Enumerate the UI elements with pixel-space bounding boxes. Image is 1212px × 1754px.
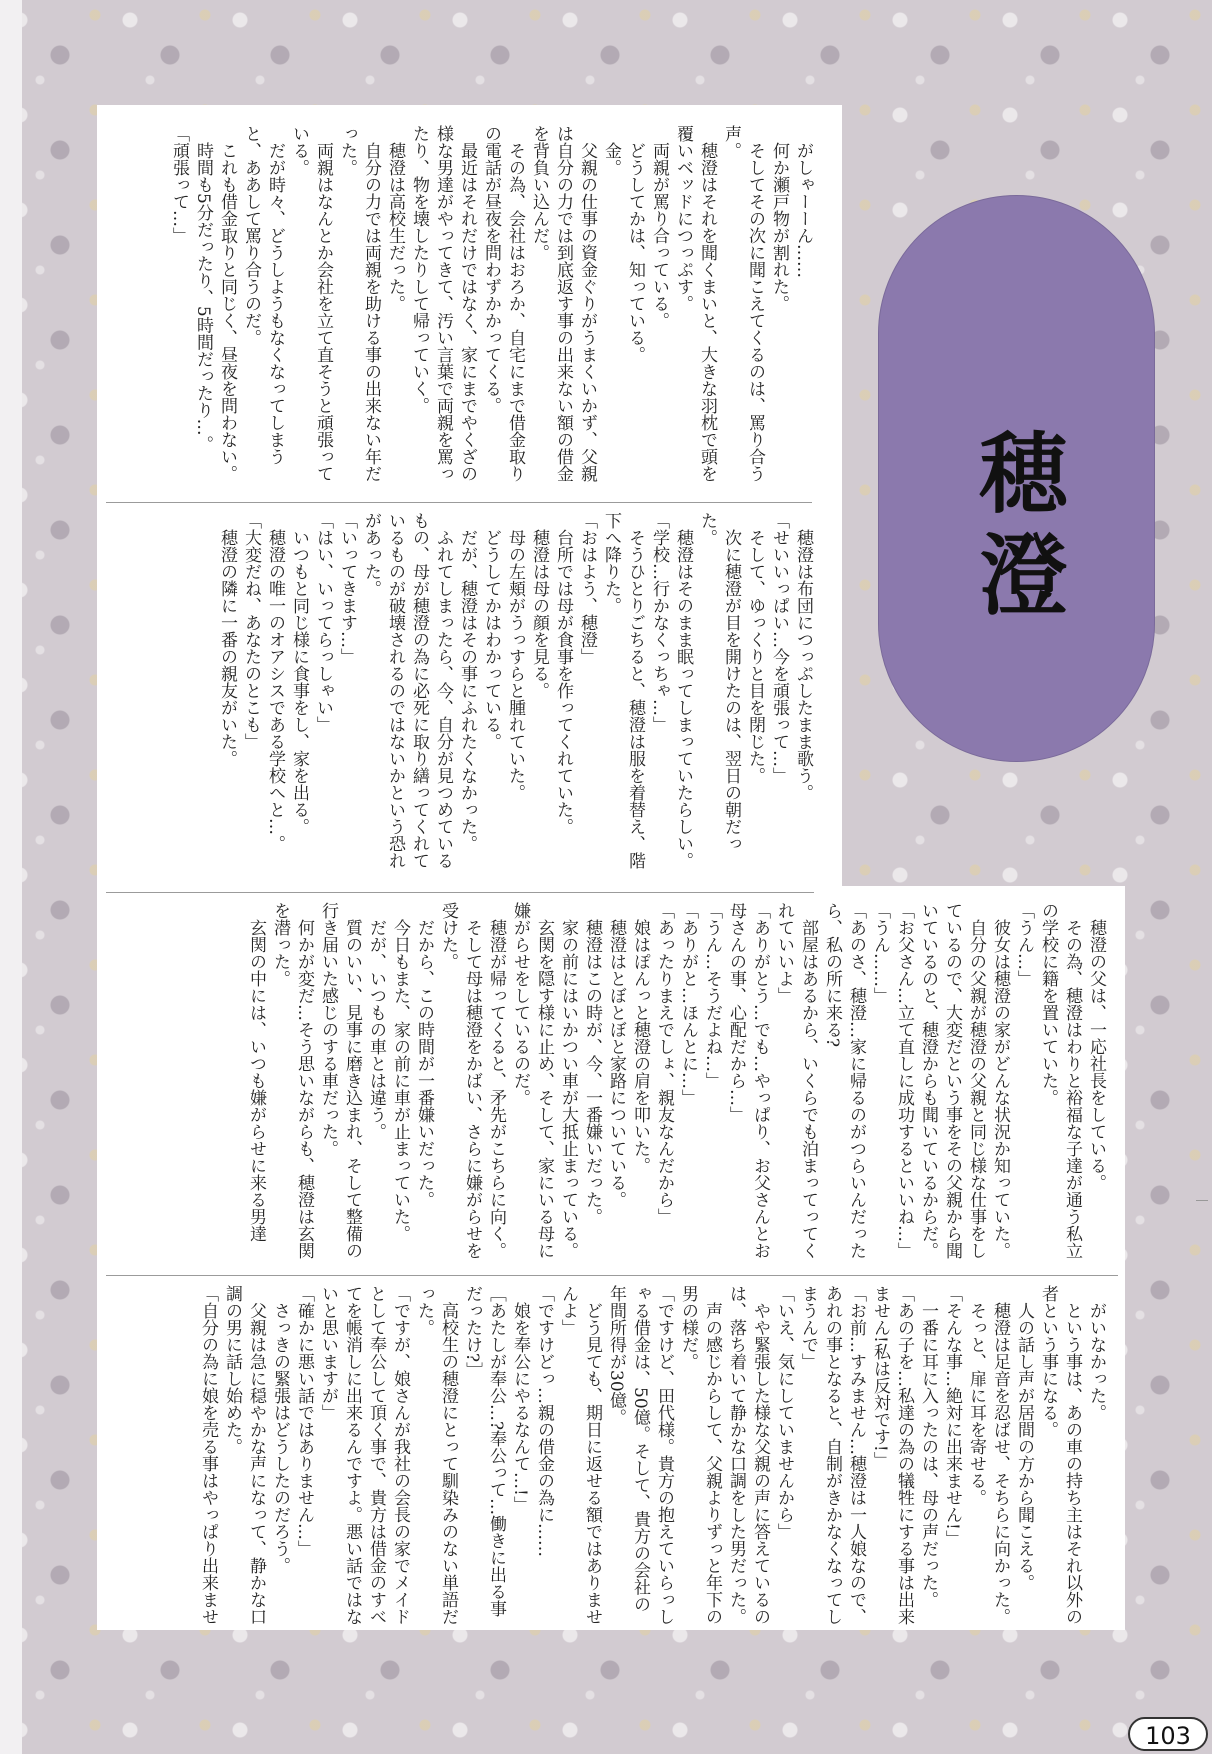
- text-line: 「そんな事…絶対に出来ません!」: [942, 1285, 962, 1547]
- text-line: 母の左頬がうっすらと腫れていた。: [505, 529, 525, 801]
- text-line: だが、穂澄はその事にふれたくなかった。: [457, 529, 477, 852]
- text-line: 「ですけどっ…親の借金の為に……: [534, 1285, 554, 1557]
- text-line: 「うん…」: [1014, 902, 1034, 987]
- text-block-top-lower: [120, 512, 815, 882]
- page-gutter: [0, 0, 22, 1754]
- text-line: 彼女は穂澄の家がどんな状況か知っていた。: [990, 919, 1010, 1259]
- text-block-top-upper: [120, 125, 815, 493]
- text-line: 「ですが、娘さんが我社の会長の家でメイドとして奉公して頂く事で、貴方は借金のすべてを帳消しに出来るんですよ。悪い話ではないと思いますが」: [318, 1285, 410, 1625]
- text-line: 次に穂澄が目を開けたのは、翌日の朝だった。: [697, 512, 741, 852]
- text-line: 娘を奉公にやるなんて…!」: [510, 1302, 530, 1513]
- text-line: どうしてかは、知っている。: [625, 142, 645, 363]
- text-line: 穂澄は布団につっぷしたまま歌う。: [793, 529, 813, 801]
- text-line: 自分の力では両親を助ける事の出来ない年だった。: [337, 125, 381, 482]
- chapter-title: 穂澄: [965, 427, 1069, 631]
- text-line: その為、会社はおろか、自宅にまで借金取りの電話が昼夜を問わずかかってくる。: [481, 125, 525, 482]
- text-line: 玄関の中には、いつも嫌がらせに来る男達: [246, 919, 266, 1242]
- text-line: 何か瀬戸物が割れた。: [769, 142, 789, 312]
- text-line: 高校生の穂澄にとって馴染みのない単語だった。: [414, 1285, 458, 1625]
- text-line: 「おはよう、穂澄」: [577, 512, 597, 665]
- text-line: 穂澄はとぼとぼと家路についている。: [606, 919, 626, 1208]
- text-line: 部屋はあるから、いくらでも泊まってってくれていいよ」: [774, 902, 818, 1259]
- text-line: 穂澄はそれを聞くまいと、大きな羽枕で頭を覆いベッドにつっぷす。: [673, 125, 717, 482]
- text-line: 「大変だね、あなたのとこも」: [241, 512, 261, 750]
- trim-mark: [1196, 1200, 1208, 1201]
- text-line: さっきの緊張はどうしたのだろう。: [270, 1302, 290, 1574]
- text-line: 穂澄はそのまま眠ってしまっていたらしい。: [673, 529, 693, 869]
- text-line: 何かが変だ…そう思いながらも、穂澄は玄関を潜った。: [270, 902, 314, 1259]
- text-line: だが、いつもの車とは違う。: [366, 919, 386, 1140]
- text-line: 穂澄は母の顔を見る。: [529, 529, 549, 699]
- text-line: 穂澄の隣に一番の親友がいた。: [217, 529, 237, 767]
- text-line: ［あたしが奉公…?奉公って…働きに出る事だったけ?］: [462, 1285, 506, 1618]
- text-line: どう見ても、期日に返せる額ではありませんよ」: [558, 1285, 602, 1625]
- text-line: 「ありがとう…でも…やっぱり、お父さんとお母さんの事、心配だから…」: [726, 902, 770, 1259]
- text-line: 穂澄は高校生だった。: [385, 142, 405, 312]
- text-line: 「お父さん…立て直しに成功するといいね…」: [894, 902, 914, 1259]
- text-line: そして母は穂澄をかばい、さらに嫌がらせを受けた。: [438, 902, 482, 1259]
- text-line: 「あったりまえでしょ、親友なんだから」: [654, 902, 674, 1225]
- text-line: その為、穂澄はわりと裕福な子達が通う私立の学校に籍を置いていた。: [1038, 902, 1082, 1259]
- text-line: だから、この時間が一番嫌いだった。: [414, 919, 434, 1208]
- text-line: 「いってきます…」: [337, 512, 357, 665]
- text-line: 金。: [601, 142, 621, 176]
- text-line: 台所では母が食事を作ってくれていた。: [553, 529, 573, 835]
- title-badge: [878, 195, 1155, 762]
- text-line: 「ありがと…ほんとに…」: [678, 902, 698, 1106]
- text-line: 穂澄は足音を忍ばせ、そちらに向かった。: [990, 1302, 1010, 1625]
- text-line: これも借金取りと同じく、昼夜を問わない。: [217, 142, 237, 482]
- text-line: 「頑張って…」: [169, 125, 189, 244]
- text-line: 「自分の為に娘を売る事はやっぱり出来ませ: [198, 1285, 218, 1625]
- text-line: 「はい、いってらっしゃい」: [313, 512, 333, 733]
- text-line: 時間も5分だったり、5時間だったり…。: [193, 142, 213, 453]
- text-line: やや緊張した様な父親の声に答えているのは、落ち着いて静かな口調をした男だった。: [726, 1285, 770, 1625]
- text-line: 声の感じからして、父親よりずっと年下の男の様だ。: [678, 1285, 722, 1625]
- text-line: 「ですけど、田代様。貴方の抱えていらっしゃる借金は、50億。そして、貴方の会社の年間所得が30億。: [606, 1285, 674, 1625]
- text-line: どうしてかはわかっている。: [481, 529, 501, 750]
- divider-bottom: [106, 1275, 1118, 1276]
- text-block-bottom-upper: [118, 902, 1108, 1268]
- text-line: 一番に耳に入ったのは、母の声だった。: [918, 1302, 938, 1608]
- divider-top: [106, 502, 812, 503]
- text-line: 玄関を隠す様に止め、そして、家にいる母に嫌がらせをしているのだ。: [510, 902, 554, 1259]
- text-line: そうひとりごちると、穂澄は服を着替え、階下へ降りた。: [601, 512, 645, 869]
- text-line: そして、ゆっくりと目を閉じた。: [745, 529, 765, 784]
- text-line: 質のいい、見事に磨き込まれ、そして整備の行き届いた感じのする車だった。: [318, 902, 362, 1259]
- text-line: 自分の父親が穂澄の父親と同じ様な仕事をしているので、大変だという事をその父親から聞いているのと、穂澄からも聞いているからだ。: [918, 902, 986, 1259]
- text-line: 両親が罵り合っている。: [649, 142, 669, 329]
- text-line: 穂澄はこの時が、今、一番嫌いだった。: [582, 919, 602, 1225]
- text-line: がいなかった。: [1086, 1302, 1106, 1421]
- text-line: そっと、扉に耳を寄せる。: [966, 1302, 986, 1506]
- text-line: という事は、あの車の持ち主はそれ以外の者という事になる。: [1038, 1285, 1082, 1625]
- text-line: 「お前…すみません…穂澄は一人娘なので、あれの事となると、自制がきかなくなってしまうんで」: [798, 1285, 866, 1625]
- text-line: がしゃーーん……: [793, 142, 813, 278]
- text-line: 父親の仕事の資金ぐりがうまくいかず、父親は自分の力では到底返す事の出来ない額の借金を背負い込んだ。: [529, 125, 597, 482]
- text-block-bottom-lower: [118, 1285, 1108, 1625]
- text-line: だが時々、どうしようもなくなってしまうと、ああして罵り合うのだ。: [241, 125, 285, 465]
- text-line: 父親は急に穏やかな声になって、静かな口調の男に話し始めた。: [222, 1285, 266, 1625]
- text-line: 「あの子を…私達の為の犠牲にする事は出来ません!私は反対です!」: [870, 1285, 914, 1625]
- text-line: 「確かに悪い話ではありません…」: [294, 1285, 314, 1557]
- text-line: 「学校…行かなくっちゃ…」: [649, 512, 669, 733]
- text-line: 穂澄の唯一のオアシスである学校へと…。: [265, 529, 285, 852]
- text-line: 「せいいっぱい…今を頑張って…」: [769, 512, 789, 784]
- text-line: 穂澄の父は、一応社長をしている。: [1086, 919, 1106, 1191]
- text-line: 今日もまた、家の前に車が止まっていた。: [390, 919, 410, 1242]
- text-line: 穂澄が帰ってくると、矛先がこちらに向く。: [486, 919, 506, 1259]
- text-line: ふれてしまったら、今、自分が見つめているもの、母が穂澄の為に必死に取り繕ってくれているものが破壊されるのではないかという恐れがあった。: [361, 512, 453, 869]
- text-line: 「うん…そうだよね…」: [702, 902, 722, 1089]
- text-line: 最近はそれだけではなく、家にまでやくざの様な男達がやってきて、汚い言葉で両親を罵ったり、物を壊したりして帰っていく。: [409, 125, 477, 482]
- text-line: 人の話し声が居間の方から聞こえる。: [1014, 1302, 1034, 1591]
- divider-middle: [106, 892, 814, 893]
- text-line: いつもと同じ様に食事をし、家を出る。: [289, 529, 309, 835]
- text-line: 「いえ、気にしていませんから」: [774, 1285, 794, 1540]
- text-line: 娘はぽんっと穂澄の肩を叩いた。: [630, 919, 650, 1174]
- text-line: 両親はなんとか会社を立て直そうと頑張っている。: [289, 125, 333, 482]
- text-line: そしてその次に聞こえてくるのは、罵り合う声。: [721, 125, 765, 482]
- text-line: 「うん……」: [870, 902, 890, 1004]
- text-line: 「あのさ、穂澄…家に帰るのがつらいんだったら、私の所に来る?: [822, 902, 866, 1259]
- page-number: 103: [1128, 1717, 1208, 1751]
- text-line: 家の前にはいかつい車が大抵止まっている。: [558, 919, 578, 1259]
